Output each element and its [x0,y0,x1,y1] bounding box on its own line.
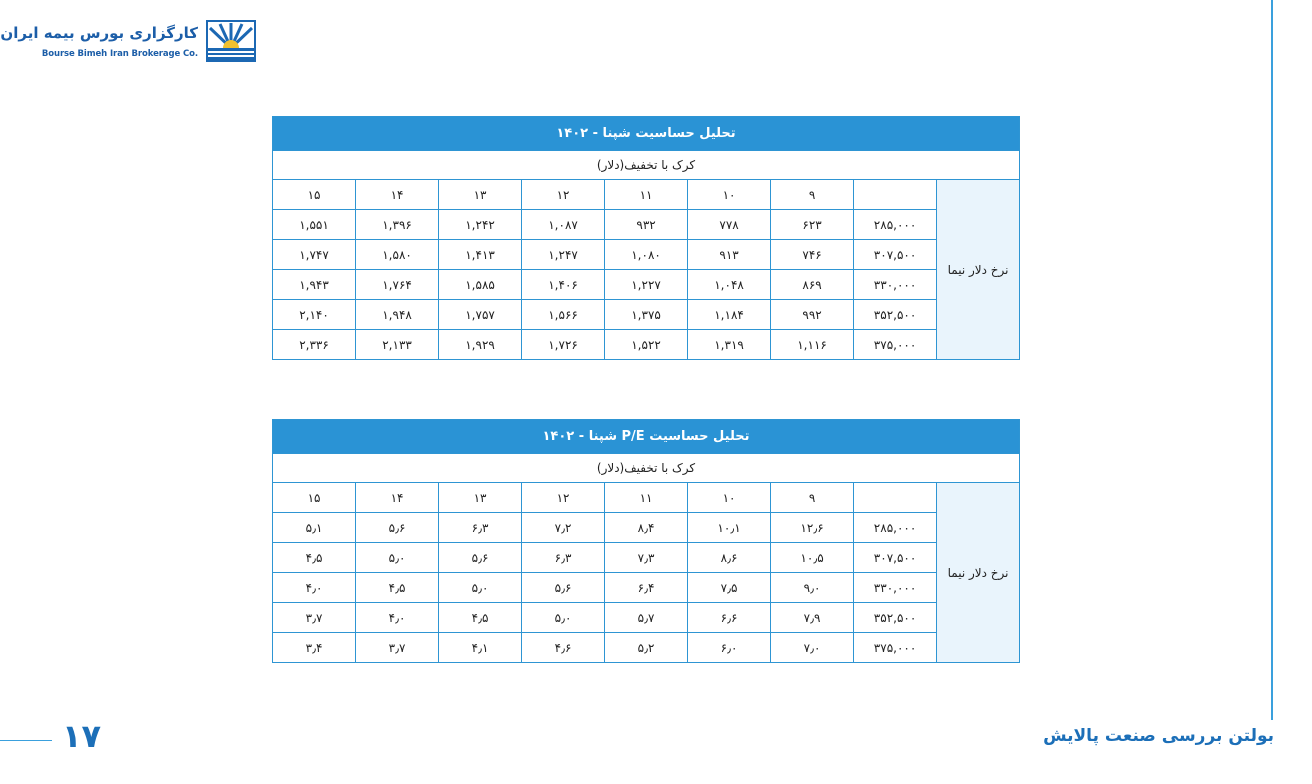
table-cell: ۱,۵۵۱ [273,210,356,240]
column-header: ۱۱ [605,483,688,513]
table-cell: ۵٫۷ [605,603,688,633]
table-row [273,240,1020,270]
table-cell: ۶۲۳ [771,210,854,240]
table-cell: ۷٫۵ [688,573,771,603]
row-header: ۳۵۲,۵۰۰ [854,603,937,633]
table-cell: ۵٫۶ [439,543,522,573]
table-cell: ۱,۰۸۷ [522,210,605,240]
table-subtitle: کرک با تخفیف(دلار) [273,454,1020,483]
table-cell: ۱,۷۲۶ [522,330,605,360]
table-cell: ۱,۰۴۸ [688,270,771,300]
table-cell: ۷٫۳ [605,543,688,573]
table-cell: ۴٫۵ [439,603,522,633]
table-cell: ۱,۵۲۲ [605,330,688,360]
table-title: تحلیل حساسیت شپنا - ۱۴۰۲ [273,117,1020,151]
table-cell: ۲,۱۴۰ [273,300,356,330]
table-cell: ۴٫۰ [273,573,356,603]
column-header: ۱۰ [688,180,771,210]
table-row [273,300,1020,330]
table-cell: ۱,۴۱۳ [439,240,522,270]
table-cell: ۵٫۰ [439,573,522,603]
row-header: ۲۸۵,۰۰۰ [854,210,937,240]
brokerage-logo [0,20,256,66]
table-cell: ۵٫۰ [522,603,605,633]
column-header: ۱۴ [356,483,439,513]
column-header: ۱۴ [356,180,439,210]
table-cell: ۷٫۹ [771,603,854,633]
table-cell: ۴٫۵ [356,573,439,603]
row-header: ۳۳۰,۰۰۰ [854,270,937,300]
logo-name-en: Bourse Bimeh Iran Brokerage Co. [41,49,198,59]
table-cell: ۸٫۴ [605,513,688,543]
table-cell: ۵٫۲ [605,633,688,663]
table-cell: ۱,۰۸۰ [605,240,688,270]
table-cell: ۱,۷۶۴ [356,270,439,300]
table-cell: ۱,۲۲۷ [605,270,688,300]
table-cell: ۱۰٫۱ [688,513,771,543]
table-cell: ۱,۵۸۵ [439,270,522,300]
sunrise-logo-icon [206,20,256,62]
table-cell: ۸٫۶ [688,543,771,573]
table-cell: ۷۴۶ [771,240,854,270]
table-cell: ۲,۳۳۶ [273,330,356,360]
table-cell: ۹۹۲ [771,300,854,330]
table-cell: ۱,۱۱۶ [771,330,854,360]
table-cell: ۱,۷۵۷ [439,300,522,330]
table-cell: ۵٫۱ [273,513,356,543]
table-cell: ۱,۳۷۵ [605,300,688,330]
table-row [273,633,1020,663]
table-cell: ۳٫۷ [356,633,439,663]
table-cell: ۴٫۶ [522,633,605,663]
table-subtitle: کرک با تخفیف(دلار) [273,151,1020,180]
column-header: ۱۲ [522,180,605,210]
table-cell: ۱,۹۴۸ [356,300,439,330]
table-cell: ۲,۱۳۳ [356,330,439,360]
column-header: ۱۰ [688,483,771,513]
table-cell: ۷۷۸ [688,210,771,240]
table-cell: ۹۱۳ [688,240,771,270]
table-row [273,573,1020,603]
row-header: ۳۷۵,۰۰۰ [854,633,937,663]
table-cell: ۱,۹۴۳ [273,270,356,300]
table-cell: ۱,۵۶۶ [522,300,605,330]
page-border-line [1271,0,1273,720]
sensitivity-table-pe [272,419,1020,663]
table-cell: ۶٫۴ [605,573,688,603]
table-cell: ۱,۲۴۷ [522,240,605,270]
row-group-label: نرخ دلار نیما [937,180,1020,360]
sensitivity-table-crack [272,116,1020,360]
row-header: ۲۸۵,۰۰۰ [854,513,937,543]
table-cell: ۱,۱۸۴ [688,300,771,330]
table-cell: ۵٫۶ [522,573,605,603]
table-row [273,513,1020,543]
bulletin-title: بولتن بررسی صنعت پالایش [1043,726,1274,746]
corner-cell [854,180,937,210]
column-header: ۱۱ [605,180,688,210]
table-row [273,603,1020,633]
table-cell: ۷٫۲ [522,513,605,543]
column-header: ۱۵ [273,483,356,513]
table-row [273,330,1020,360]
table-cell: ۶٫۳ [522,543,605,573]
row-header: ۳۵۲,۵۰۰ [854,300,937,330]
column-header: ۱۲ [522,483,605,513]
table-cell: ۵٫۶ [356,513,439,543]
row-group-label: نرخ دلار نیما [937,483,1020,663]
table-cell: ۶٫۳ [439,513,522,543]
page-number: ۱۷ [62,717,102,755]
table-cell: ۱,۳۱۹ [688,330,771,360]
table-cell: ۶٫۶ [688,603,771,633]
column-header: ۱۳ [439,483,522,513]
table-cell: ۱,۳۹۶ [356,210,439,240]
row-header: ۳۰۷,۵۰۰ [854,543,937,573]
table-cell: ۴٫۰ [356,603,439,633]
table-cell: ۹۳۲ [605,210,688,240]
table-cell: ۱,۷۴۷ [273,240,356,270]
table-cell: ۱,۴۰۶ [522,270,605,300]
table-cell: ۴٫۵ [273,543,356,573]
table-row [273,270,1020,300]
table-row [273,210,1020,240]
column-header: ۱۳ [439,180,522,210]
row-header: ۳۰۷,۵۰۰ [854,240,937,270]
corner-cell [854,483,937,513]
logo-name-fa: کارگزاری بورس بیمه ایران [0,24,198,42]
column-header: ۹ [771,483,854,513]
table-cell: ۱,۹۲۹ [439,330,522,360]
row-header: ۳۷۵,۰۰۰ [854,330,937,360]
table-cell: ۹٫۰ [771,573,854,603]
table-cell: ۱۲٫۶ [771,513,854,543]
table-cell: ۷٫۰ [771,633,854,663]
table-cell: ۴٫۱ [439,633,522,663]
table-cell: ۳٫۴ [273,633,356,663]
footer-rule [0,740,52,741]
column-header: ۱۵ [273,180,356,210]
table-cell: ۱,۵۸۰ [356,240,439,270]
column-header: ۹ [771,180,854,210]
table-cell: ۱۰٫۵ [771,543,854,573]
table-cell: ۳٫۷ [273,603,356,633]
table-cell: ۶٫۰ [688,633,771,663]
table-cell: ۱,۲۴۲ [439,210,522,240]
table-row [273,543,1020,573]
table-cell: ۸۶۹ [771,270,854,300]
row-header: ۳۳۰,۰۰۰ [854,573,937,603]
table-title: تحلیل حساسیت P/E شپنا - ۱۴۰۲ [273,420,1020,454]
table-cell: ۵٫۰ [356,543,439,573]
